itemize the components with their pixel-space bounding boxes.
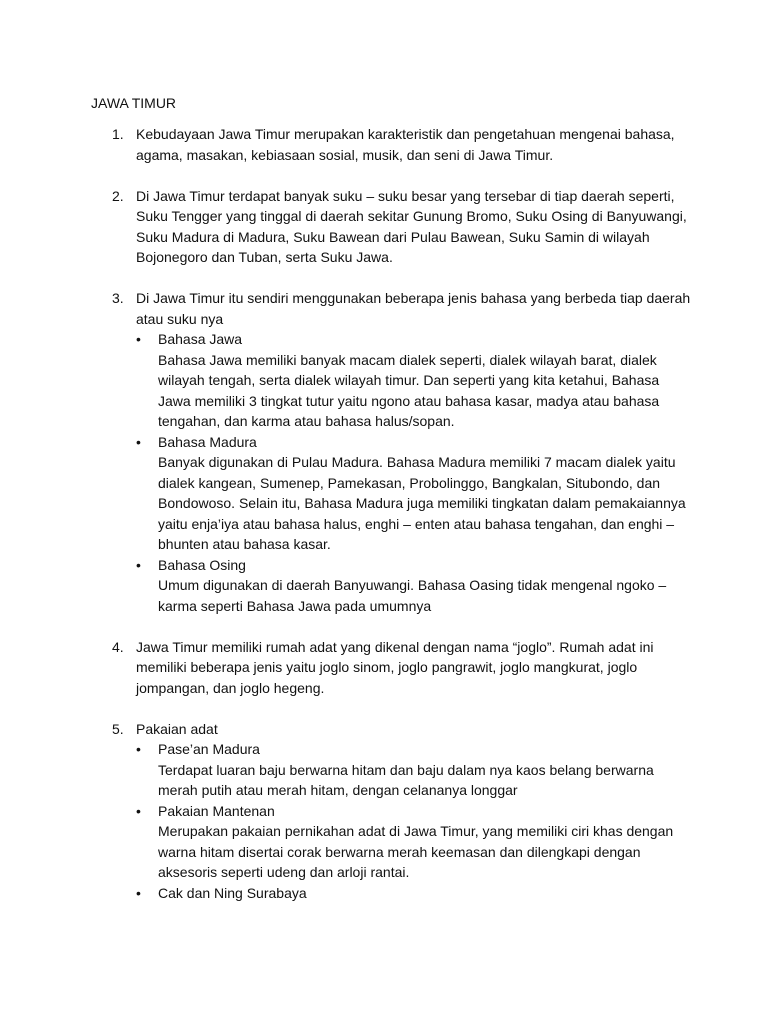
item-number: 2.	[112, 187, 124, 204]
bullet-item-pasean-madura	[136, 739, 691, 801]
bullet-item-bahasa-madura	[136, 432, 691, 555]
list-item-4	[91, 637, 691, 699]
bullet-icon: •	[136, 884, 141, 901]
bullet-title: Bahasa Madura	[158, 433, 257, 450]
bullet-list-languages	[136, 329, 691, 616]
bullet-title: Pase’an Madura	[158, 741, 260, 757]
bullet-item-bahasa-osing	[136, 555, 691, 617]
item-number: 5.	[112, 720, 124, 737]
bullet-icon: •	[136, 741, 141, 757]
bullet-list-clothing	[136, 739, 691, 903]
numbered-list	[91, 124, 691, 924]
bullet-title: Bahasa Osing	[158, 556, 246, 573]
bullet-description: Banyak digunakan di Pulau Madura. Bahasa Madura memiliki 7 macam dialek yaitu dialek kangean, Sumenep, Pamekasan, Probolinggo, Bangkalan, Situbondo, dan Bondowoso. Selain itu, Bahasa Madura juga memiliki tingkatan dalam pemakaiannya yaitu enja’iya atau bahasa halus, enghi – enten atau bahasa tengahan, dan enghi – bhunten atau bahasa kasar.	[158, 454, 686, 552]
bullet-item-bahasa-jawa	[136, 329, 691, 432]
list-item-3	[91, 288, 691, 616]
item-number: 1.	[112, 126, 124, 142]
document-title: JAWA TIMUR	[91, 95, 177, 111]
item-number: 3.	[112, 290, 124, 306]
bullet-title: Cak dan Ning Surabaya	[158, 884, 307, 901]
item-text: Kebudayaan Jawa Timur merupakan karakteristik dan pengetahuan mengenai bahasa, agama, masakan, kebiasaan sosial, musik, dan seni di Jawa Timur.	[136, 126, 675, 163]
list-item-1	[91, 124, 691, 165]
bullet-icon: •	[136, 556, 141, 573]
bullet-title: Bahasa Jawa	[158, 331, 243, 347]
bullet-description: Bahasa Jawa memiliki banyak macam dialek seperti, dialek wilayah barat, dialek wilayah tengah, serta dialek wilayah timur. Dan seperti yang kita ketahui, Bahasa Jawa memiliki 3 tingkat tutur yaitu ngono atau bahasa kasar, madya atau bahasa tengahan, dan karma atau bahasa halus/sopan.	[158, 351, 660, 429]
item-text: Pakaian adat	[136, 720, 218, 737]
bullet-icon: •	[136, 433, 141, 450]
bullet-item-pakaian-mantenan	[136, 801, 691, 883]
bullet-icon: •	[136, 802, 141, 819]
bullet-description: Merupakan pakaian pernikahan adat di Jawa Timur, yang memiliki ciri khas dengan warna hitam disertai corak berwarna merah keemasan dan dilengkapi dengan aksesoris seperti udeng dan arloji rantai.	[158, 823, 674, 880]
bullet-description: Umum digunakan di daerah Banyuwangi. Bahasa Oasing tidak mengenal ngoko – karma seperti Bahasa Jawa pada umumnya	[158, 577, 667, 614]
bullet-item-cak-dan-ning	[136, 883, 691, 904]
bullet-description: Terdapat luaran baju berwarna hitam dan baju dalam nya kaos belang berwarna merah putih atau merah hitam, dengan celananya longgar	[158, 761, 654, 798]
item-text: Di Jawa Timur terdapat banyak suku – suku besar yang tersebar di tiap daerah seperti, Suku Tengger yang tinggal di daerah sekitar Gunung Bromo, Suku Osing di Banyuwangi, Suku Madura di Madura, Suku Bawean dari Pulau Bawean, Suku Samin di wilayah Bojonegoro dan Tuban, serta Suku Jawa.	[136, 187, 687, 265]
list-item-5	[91, 719, 691, 904]
list-item-2	[91, 186, 691, 268]
bullet-icon: •	[136, 331, 141, 347]
bullet-title: Pakaian Mantenan	[158, 802, 275, 819]
item-text: Di Jawa Timur itu sendiri menggunakan beberapa jenis bahasa yang berbeda tiap daerah atau suku nya	[136, 290, 691, 327]
item-number: 4.	[112, 638, 124, 655]
item-text: Jawa Timur memiliki rumah adat yang dikenal dengan nama “joglo”. Rumah adat ini memiliki beberapa jenis yaitu joglo sinom, joglo pangrawit, joglo mangkurat, joglo jompangan, dan joglo hegeng.	[136, 638, 654, 696]
